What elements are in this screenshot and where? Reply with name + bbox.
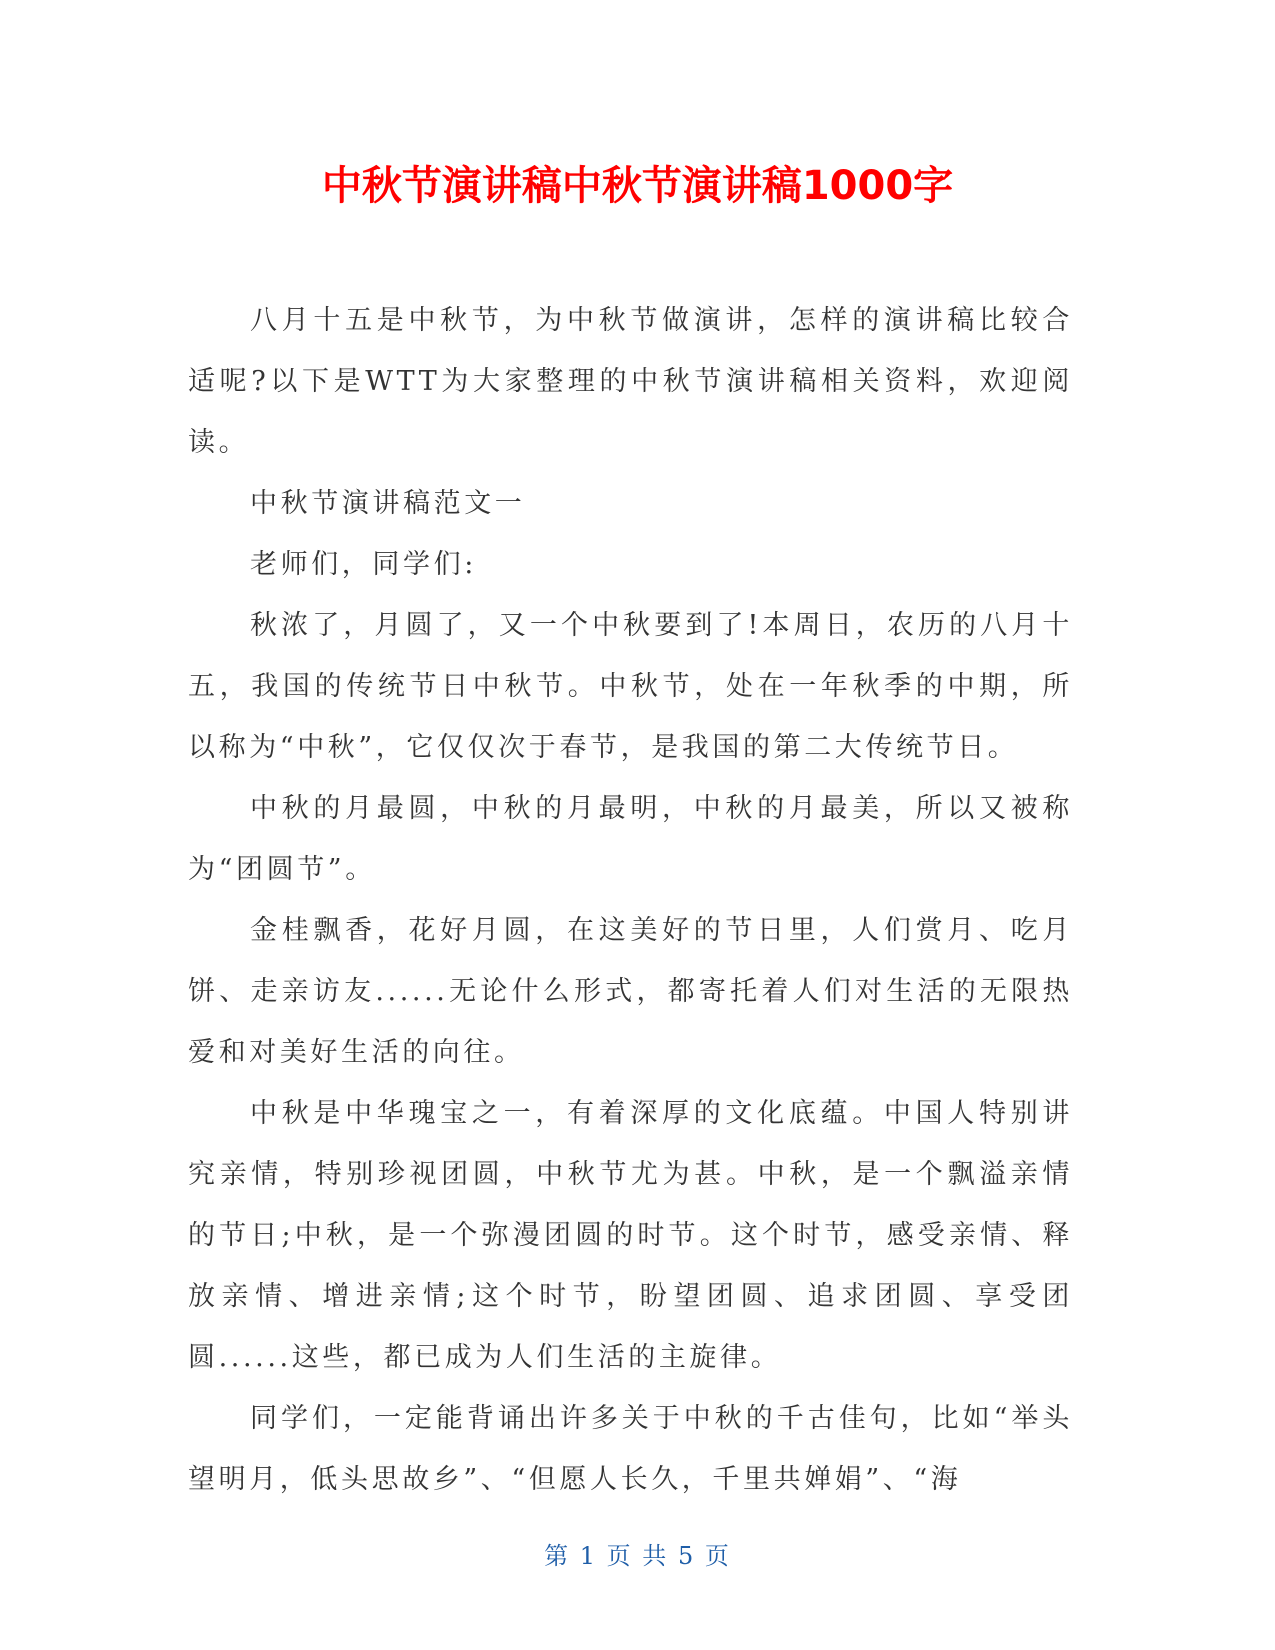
paragraph-body: 中秋是中华瑰宝之一，有着深厚的文化底蕴。中国人特别讲究亲情，特别珍视团圆，中秋节尤为甚。中秋，是一个飘溢亲情的节日;中秋，是一个弥漫团圆的时节。这个时节，感受亲情、释放亲情、增进亲情;这个时节，盼望团圆、追求团圆、享受团圆......这些，都已成为人们生活的主旋律。 [188,1098,1073,1373]
document-title: 中秋节演讲稿中秋节演讲稿1000字 [321,163,954,209]
paragraph-body: 金桂飘香，花好月圆，在这美好的节日里，人们赏月、吃月饼、走亲访友......无论什么形式，都寄托着人们对生活的无限热爱和对美好生活的向往。 [188,915,1073,1068]
paragraph-body: 中秋的月最圆，中秋的月最明，中秋的月最美，所以又被称为“团圆节”。 [188,793,1073,885]
page-number-footer [0,1536,1275,1571]
paragraph-salutation: 老师们，同学们: [250,549,477,580]
page-number-text: 第 1 页 共 5 页 [544,1542,731,1570]
paragraph-intro: 八月十五是中秋节，为中秋节做演讲，怎样的演讲稿比较合适呢?以下是WTT为大家整理的中秋节演讲稿相关资料，欢迎阅读。 [188,305,1073,458]
paragraph-body: 同学们，一定能背诵出许多关于中秋的千古佳句，比如“举头望明月，低头思故乡”、“但愿人长久，千里共婵娟”、“海 [188,1403,1073,1495]
paragraph-heading-sample-one: 中秋节演讲稿范文一 [250,488,526,519]
paragraph-body: 秋浓了，月圆了，又一个中秋要到了!本周日，农历的八月十五，我国的传统节日中秋节。中秋节，处在一年秋季的中期，所以称为“中秋”，它仅仅次于春节，是我国的第二大传统节日。 [188,610,1073,763]
document-body [188,290,1073,1510]
